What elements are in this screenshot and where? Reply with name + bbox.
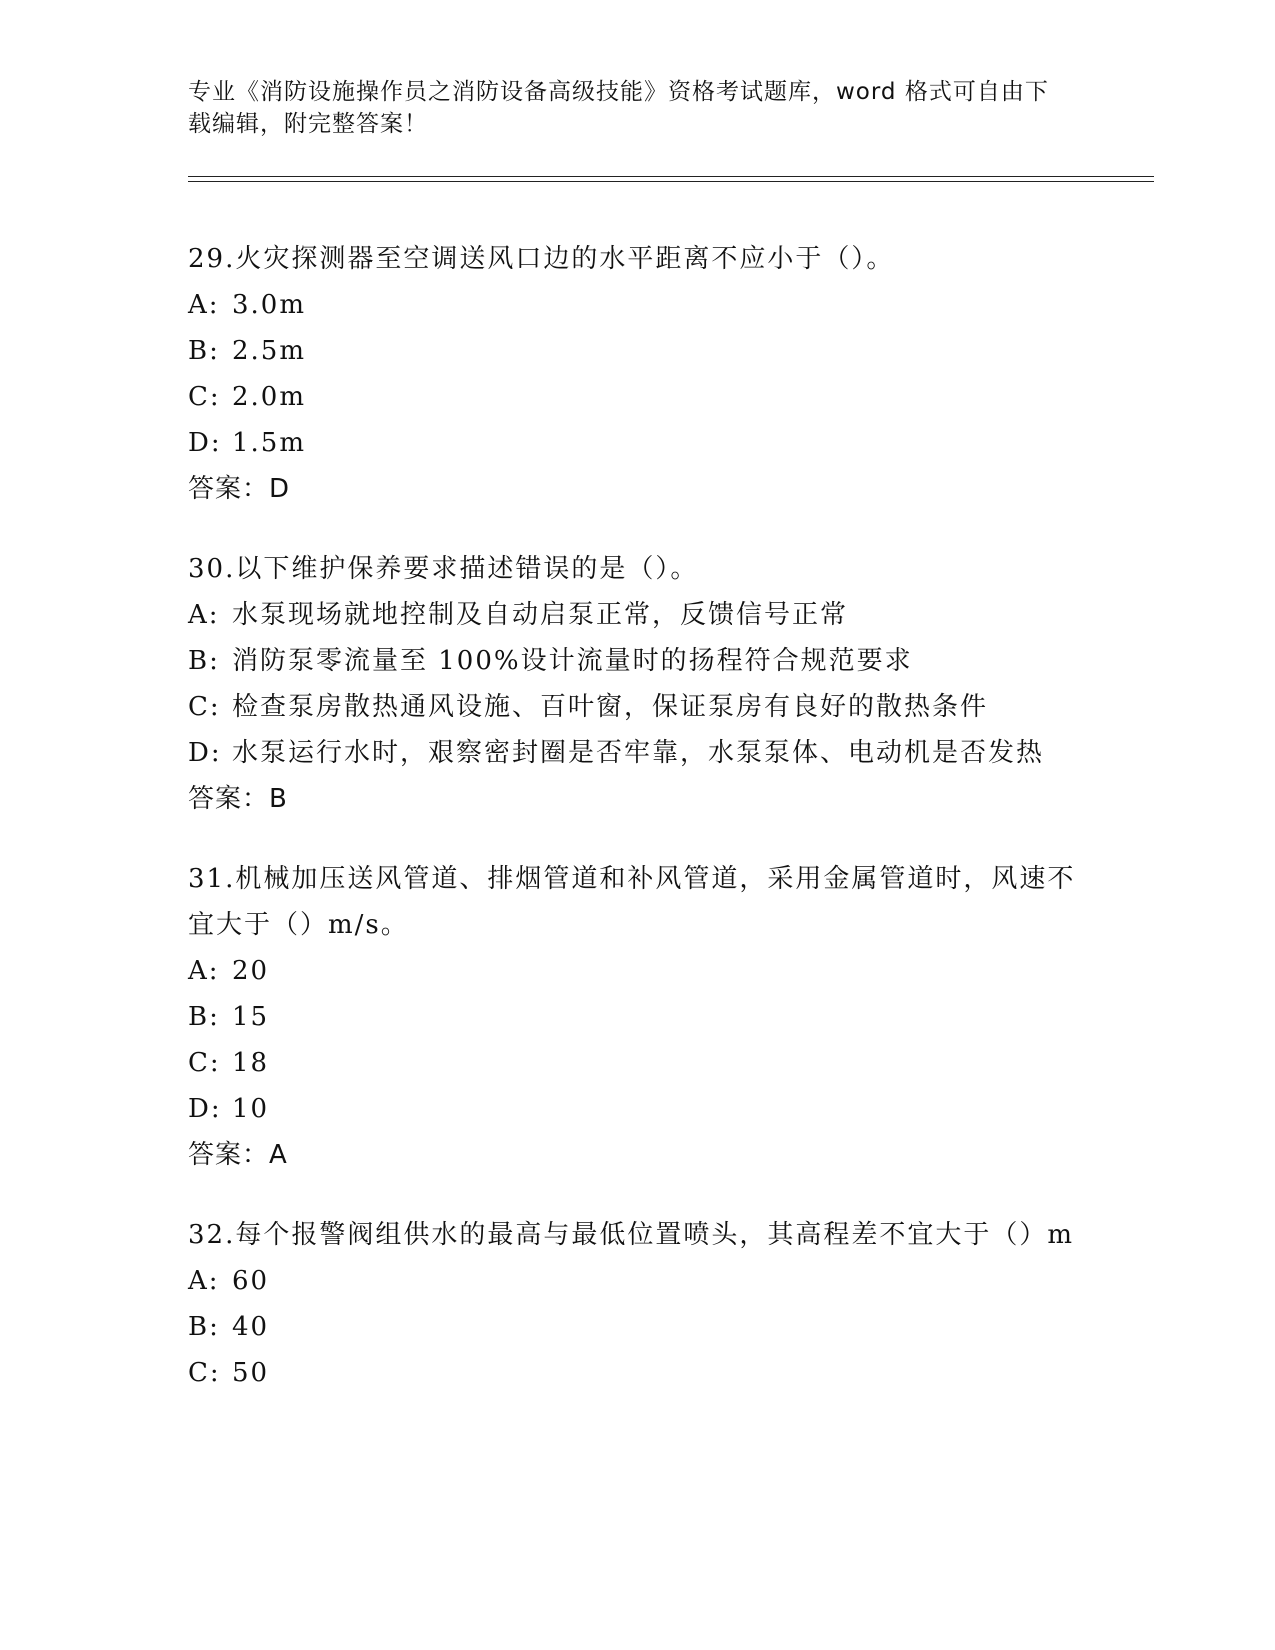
- header-divider-top: [188, 176, 1154, 177]
- option-key: B:: [188, 336, 220, 366]
- option-text: 水泵现场就地控制及自动启泵正常，反馈信号正常: [232, 600, 849, 630]
- option-key: B:: [188, 1312, 220, 1342]
- option-c: [188, 1350, 1088, 1396]
- option-text: 60: [232, 1266, 270, 1296]
- option-text: 18: [232, 1048, 270, 1078]
- option-key: B:: [188, 646, 220, 676]
- option-d: [188, 420, 1088, 466]
- option-c: [188, 684, 1088, 730]
- option-key: B:: [188, 1002, 220, 1032]
- option-a: [188, 948, 1088, 994]
- option-text: 40: [232, 1312, 270, 1342]
- option-text: 2.0m: [232, 382, 307, 412]
- option-a: [188, 282, 1088, 328]
- option-key: A:: [188, 600, 220, 630]
- option-text: 20: [232, 956, 270, 986]
- question-stem: 31.机械加压送风管道、排烟管道和补风管道，采用金属管道时，风速不宜大于（）m/s。: [188, 864, 1076, 940]
- option-key: D:: [188, 738, 222, 768]
- option-b: [188, 328, 1088, 374]
- option-d: [188, 1086, 1088, 1132]
- option-key: A:: [188, 1266, 220, 1296]
- header-divider-bottom: [188, 181, 1154, 182]
- question-list: [188, 236, 1088, 1430]
- option-key: A:: [188, 956, 220, 986]
- option-text: 检查泵房散热通风设施、百叶窗，保证泵房有良好的散热条件: [232, 692, 989, 722]
- option-key: C:: [188, 1048, 221, 1078]
- question-stem: 29.火灾探测器至空调送风口边的水平距离不应小于（）。: [188, 244, 895, 274]
- option-text: 3.0m: [232, 290, 307, 320]
- option-b: [188, 1304, 1088, 1350]
- option-key: C:: [188, 1358, 221, 1388]
- option-b: [188, 638, 1088, 684]
- document-header: 专业《消防设施操作员之消防设备高级技能》资格考试题库，word 格式可自由下载编辑，附完整答案！: [188, 79, 1049, 137]
- option-text: 水泵运行水时，艰察密封圈是否牢靠，水泵泵体、电动机是否发热: [232, 738, 1045, 768]
- option-text: 2.5m: [232, 336, 307, 366]
- option-b: [188, 994, 1088, 1040]
- question-29: [188, 236, 1088, 512]
- option-d: [188, 730, 1088, 776]
- option-key: C:: [188, 382, 221, 412]
- question-31: [188, 856, 1088, 1178]
- question-30: [188, 546, 1088, 822]
- option-c: [188, 374, 1088, 420]
- answer-line: 答案：A: [188, 1140, 288, 1170]
- option-text: 1.5m: [232, 428, 307, 458]
- answer-line: 答案：D: [188, 474, 291, 504]
- question-stem: 32.每个报警阀组供水的最高与最低位置喷头，其高程差不宜大于（）m: [188, 1220, 1075, 1250]
- question-32: [188, 1212, 1088, 1396]
- option-text: 50: [232, 1358, 270, 1388]
- option-key: C:: [188, 692, 221, 722]
- question-stem: 30.以下维护保养要求描述错误的是（）。: [188, 554, 699, 584]
- option-text: 10: [232, 1094, 270, 1124]
- option-text: 15: [232, 1002, 270, 1032]
- option-key: A:: [188, 290, 220, 320]
- option-key: D:: [188, 428, 222, 458]
- option-key: D:: [188, 1094, 222, 1124]
- option-c: [188, 1040, 1088, 1086]
- option-a: [188, 592, 1088, 638]
- option-a: [188, 1258, 1088, 1304]
- answer-line: 答案：B: [188, 784, 288, 814]
- option-text: 消防泵零流量至 100%设计流量时的扬程符合规范要求: [232, 646, 913, 676]
